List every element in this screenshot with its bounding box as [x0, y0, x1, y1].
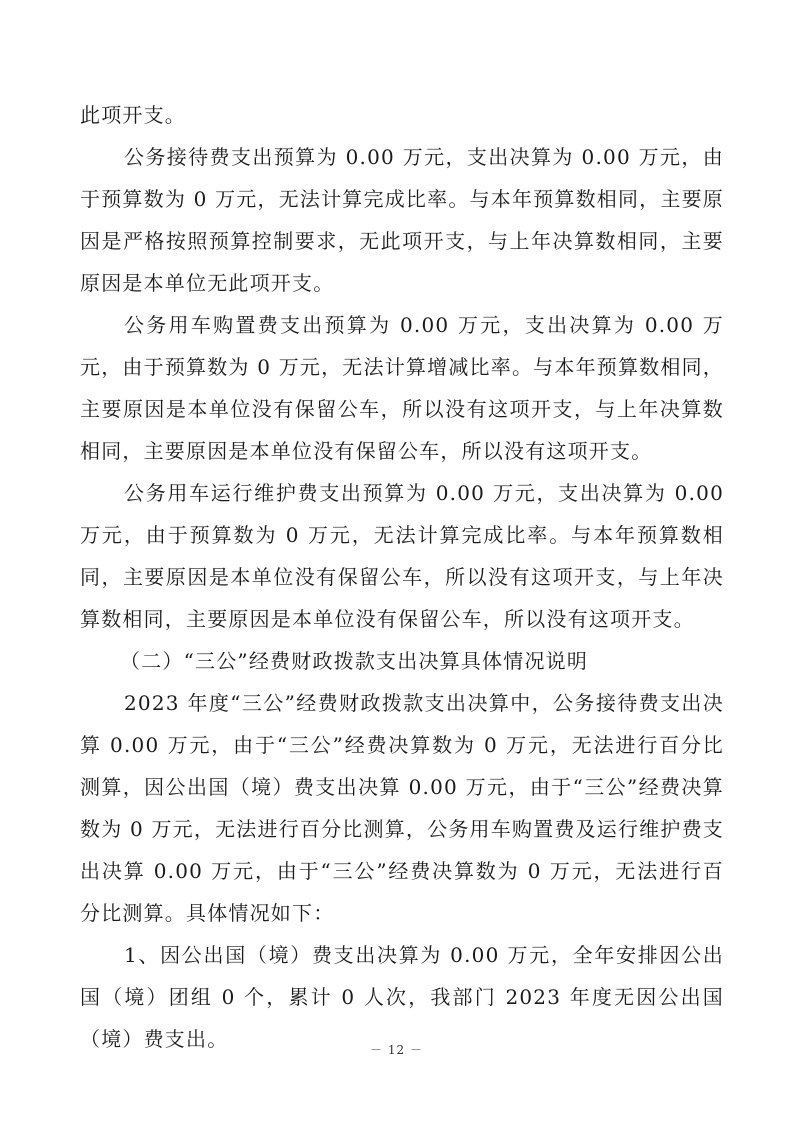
paragraph-overseas-travel: 1、因公出国（境）费支出决算为 0.00 万元，全年安排因公出国（境）团组 0 个，累计 0 人次，我部门 2023 年度无因公出国（境）费支出。: [80, 943, 724, 1051]
section-heading: （二）“三公”经费财政拨款支出决算具体情况说明: [120, 649, 589, 673]
paragraph-vehicle-purchase: 公务用车购置费支出预算为 0.00 万元，支出决算为 0.00 万元，由于预算数为 0 万元，无法计算增减比率。与本年预算数相同，主要原因是本单位没有保留公车，所以没有这项开支，与上年决算数相同，主要原因是本单位没有保留公车，所以没有这项开支。: [80, 313, 724, 463]
paragraph-summary-2023: 2023 年度“三公”经费财政拨款支出决算中，公务接待费支出决算 0.00 万元，由于“三公”经费决算数为 0 万元，无法进行百分比测算，因公出国（境）费支出决算 0.00 万元，由于“三公”经费决算数为 0 万元，无法进行百分比测算，公务用车购置费及运行维护费支出决算 0.00 万元，由于“三公”经费决算数为 0 万元，无法进行百分比测算。具体情况如下：: [80, 691, 724, 925]
paragraph-vehicle-operation: 公务用车运行维护费支出预算为 0.00 万元，支出决算为 0.00 万元，由于预算数为 0 万元，无法计算完成比率。与本年预算数相同，主要原因是本单位没有保留公车，所以没有这项开支，与上年决算数相同，主要原因是本单位没有保留公车，所以没有这项开支。: [80, 481, 724, 631]
paragraph-reception-expense: 公务接待费支出预算为 0.00 万元，支出决算为 0.00 万元，由于预算数为 0 万元，无法计算完成比率。与本年预算数相同，主要原因是严格按照预算控制要求，无此项开支，与上年决算数相同，主要原因是本单位无此项开支。: [80, 145, 724, 295]
document-body: [80, 94, 724, 1060]
page-number: － 12 －: [370, 1043, 423, 1057]
paragraph-continuation: 此项开支。: [80, 103, 186, 127]
